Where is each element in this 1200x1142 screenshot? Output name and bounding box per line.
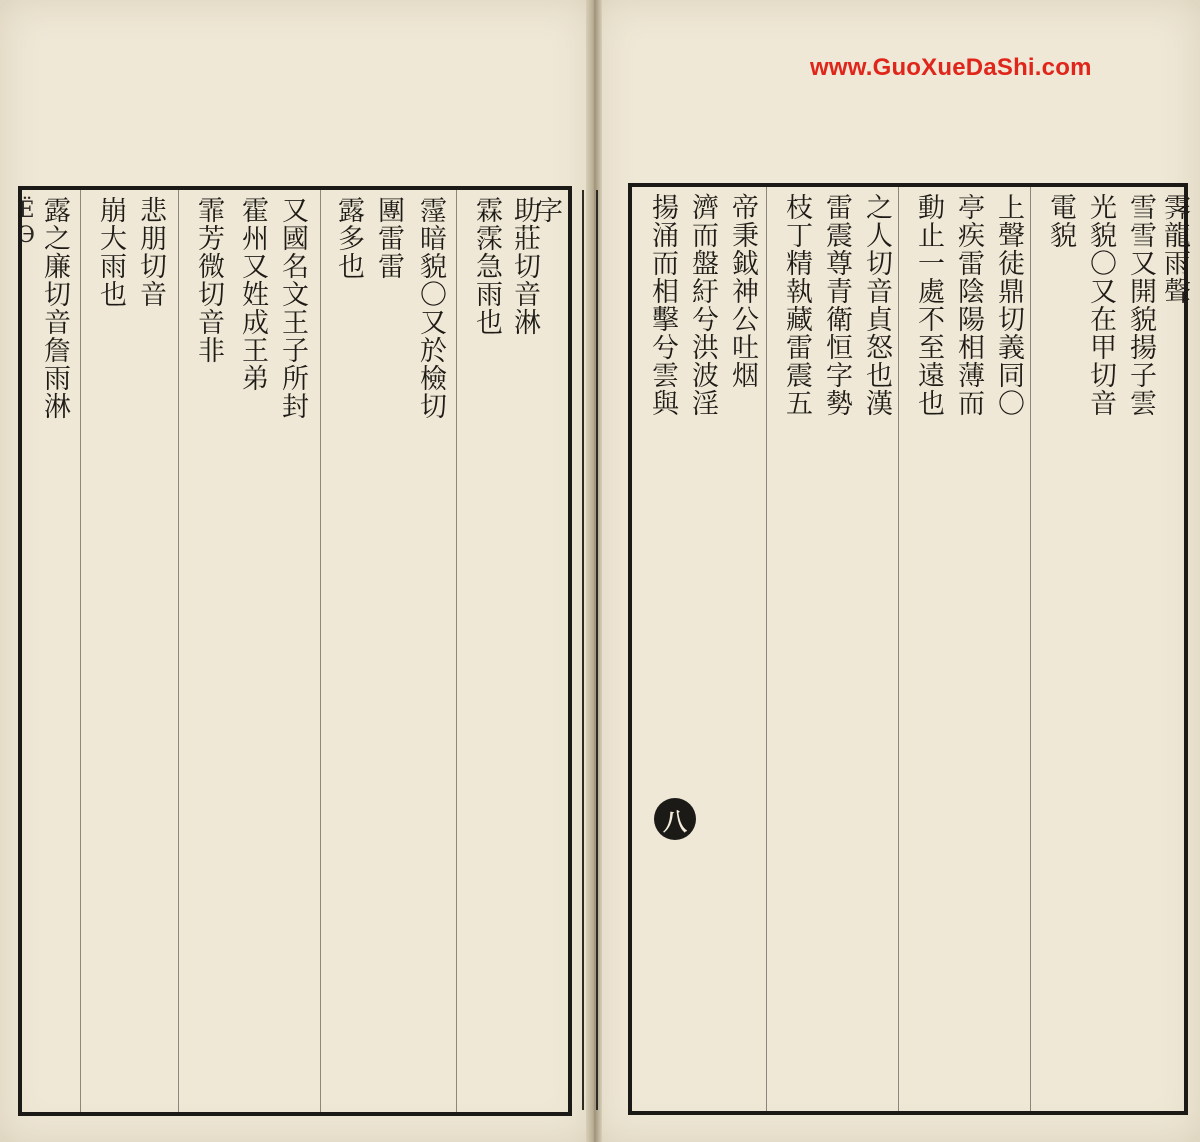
- text-column: 霍州又姓成王弟: [237, 196, 268, 392]
- text-column: 助莊切音淋: [509, 196, 540, 336]
- text-column: 崩大雨也: [95, 196, 126, 308]
- column-rule: [766, 187, 767, 1111]
- text-column: 字: [531, 196, 562, 224]
- text-column: 濟而盤紆兮洪波淫: [687, 193, 718, 417]
- text-column: 電貌: [1045, 193, 1076, 249]
- text-column: 霖霂急雨也: [471, 196, 502, 336]
- text-column: 光貌〇又在甲切音: [1085, 193, 1116, 417]
- text-column: 之人切音貞怒也漢: [861, 193, 892, 417]
- text-column: 霪暗貌〇又於檢切: [415, 196, 446, 420]
- column-rule: [1030, 187, 1031, 1111]
- watermark: www.GuoXueDaShi.com: [810, 54, 1092, 81]
- text-column: 霏芳微切音非: [193, 196, 224, 364]
- text-column: 枝丁精執藏雷震五: [781, 193, 812, 417]
- column-rule: [898, 187, 899, 1111]
- text-column: 雪雪又開貌揚子雲: [1125, 193, 1156, 417]
- left-margin-note: ЁЭ: [14, 198, 39, 248]
- section-marker-badge: 八: [654, 798, 696, 840]
- column-rule: [456, 190, 457, 1112]
- text-column: 帝秉鉞神公吐烟: [727, 193, 758, 389]
- text-column: 亭疾雷陰陽相薄而: [953, 193, 984, 417]
- text-column: 上聲徒鼎切義同〇: [993, 193, 1024, 417]
- column-rule: [320, 190, 321, 1112]
- column-rule: [80, 190, 81, 1112]
- left-text-frame: [18, 186, 572, 1116]
- right-text-frame: [628, 183, 1188, 1115]
- column-rule: [178, 190, 179, 1112]
- text-column: 動止一處不至遠也: [913, 193, 944, 417]
- text-column: 露多也: [333, 196, 364, 280]
- text-column: 揚涌而相擊兮雲與: [647, 193, 678, 417]
- text-column: 團雷雷: [373, 196, 404, 280]
- text-column: 悲朋切音: [135, 196, 166, 308]
- text-column: 雷震尊青衛恒字勢: [821, 193, 852, 417]
- text-column: 露之廉切音詹雨淋: [39, 196, 70, 420]
- text-column: 又國名文王子所封: [277, 196, 308, 420]
- text-column: 霁龍雨聲: [1159, 193, 1190, 305]
- folio-strip: [582, 190, 598, 1110]
